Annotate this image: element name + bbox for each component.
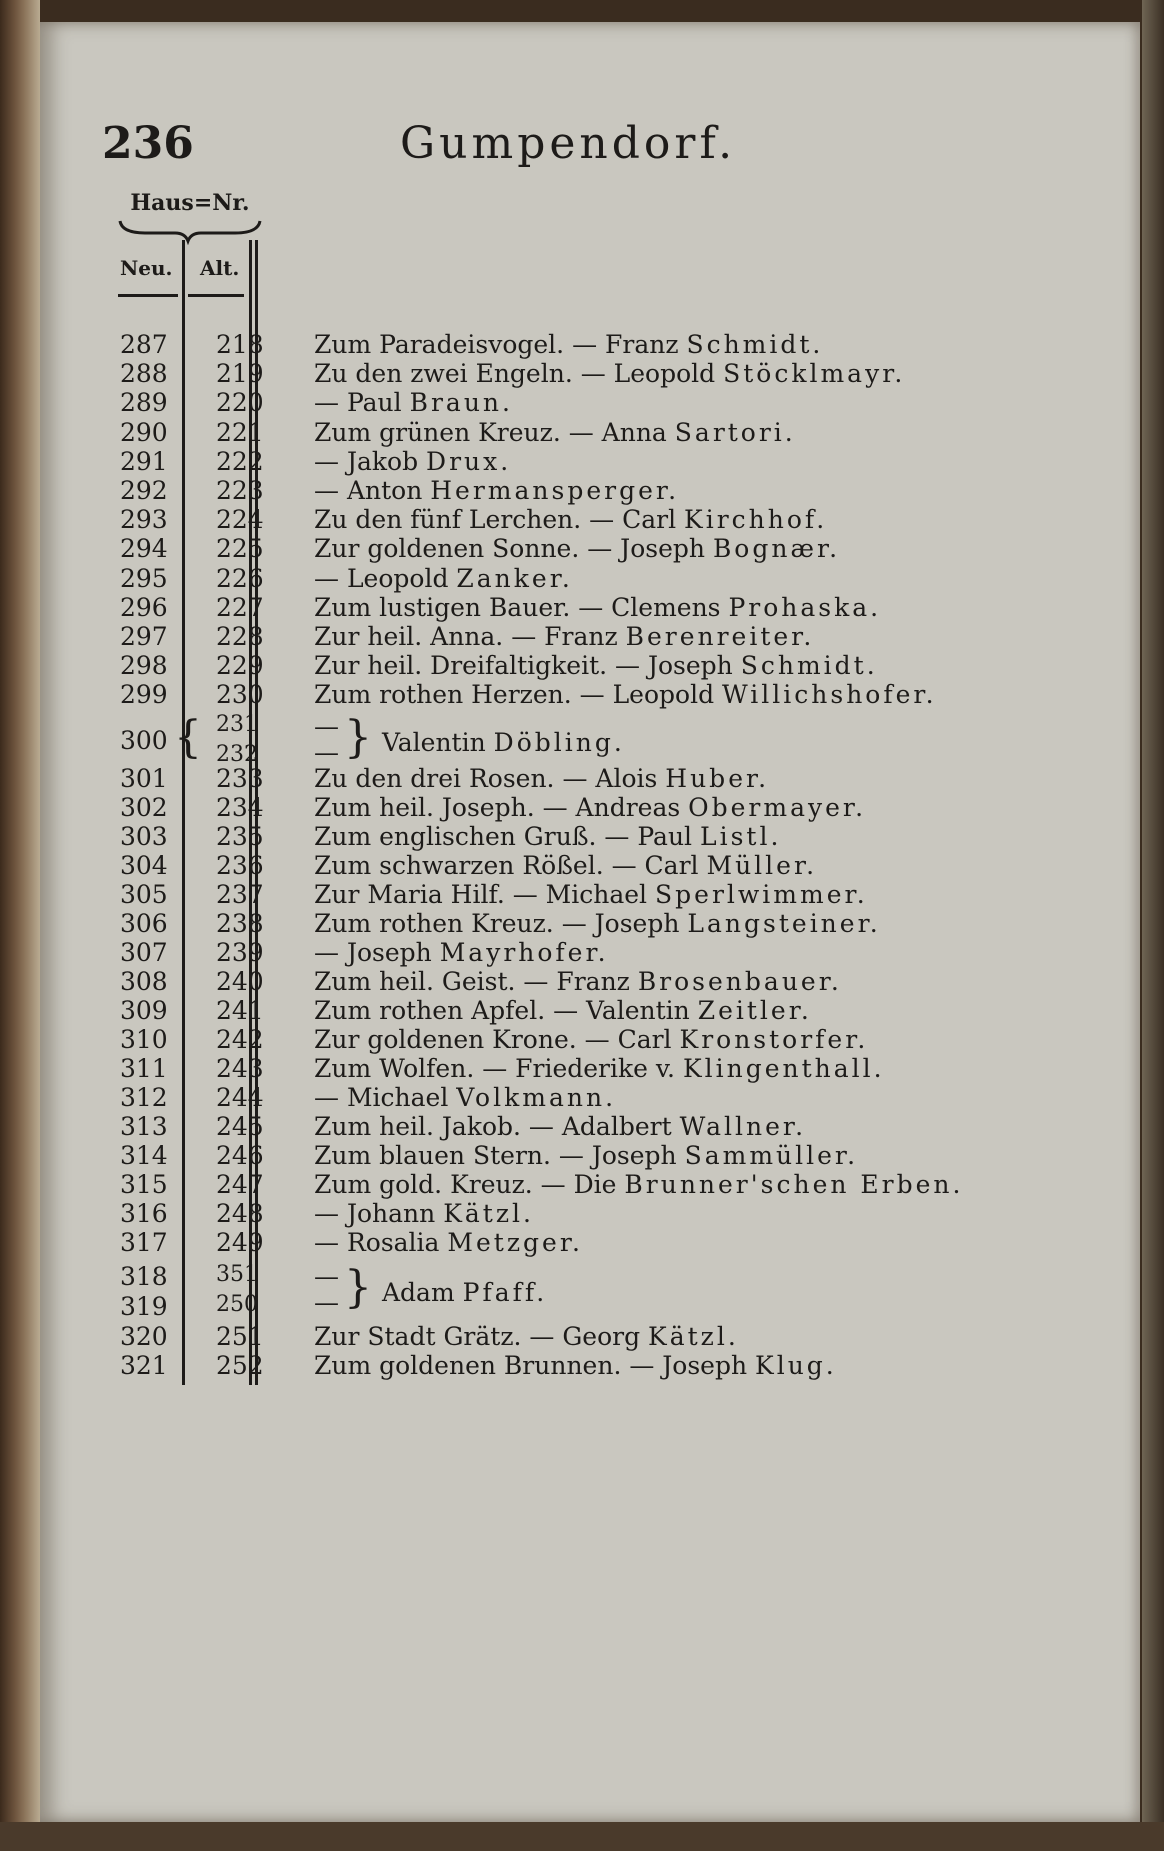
neu-number: 298: [120, 651, 168, 681]
neu-number: 301: [120, 764, 168, 793]
entry-text: [314, 534, 840, 563]
entry-owner: Prohaska.: [728, 592, 882, 622]
book-spine-edge: [0, 0, 40, 1851]
entry-owner: Drux.: [426, 446, 512, 476]
entry-text: Valentin Döbling.: [382, 728, 625, 757]
neu-number: 295: [120, 563, 168, 593]
entry-text: [314, 1170, 963, 1199]
entry-owner: Volkmann.: [456, 1083, 617, 1112]
entry-sign: — Johann: [314, 1199, 444, 1228]
house-number-group-header: Haus=Nr.: [130, 190, 250, 216]
entry-sign: Zur Stadt Grätz. — Georg: [314, 1322, 649, 1351]
alt-number: 235: [216, 822, 264, 851]
alt-number: 241: [216, 996, 264, 1025]
entry-text: [314, 418, 796, 447]
entry-sign: — Paul: [314, 388, 410, 418]
table-row: [100, 1351, 1060, 1385]
alt-number: 237: [216, 880, 264, 909]
entry-text: [314, 1083, 616, 1112]
entry-sign: Zur goldenen Krone. — Carl: [314, 1025, 680, 1054]
alt-number: 251: [216, 1322, 264, 1351]
entry-text: [314, 330, 823, 359]
entry-owner: Sartori.: [674, 417, 796, 447]
alt-number: 243: [216, 1054, 264, 1083]
neu-number: 291: [120, 446, 168, 476]
entry-text: [314, 938, 609, 967]
alt-number: 229: [216, 651, 264, 681]
entry-text: [314, 505, 827, 534]
entry-sign: — Michael: [314, 1083, 457, 1112]
entry-owner: Bognær.: [712, 534, 841, 564]
entry-text: [314, 1199, 534, 1228]
neu-number: 306: [120, 909, 168, 938]
entry-owner: Braun.: [409, 388, 513, 418]
neu-number: 320: [120, 1322, 168, 1351]
entry-sign: — Anton: [314, 476, 431, 505]
neu-number: 302: [120, 793, 168, 822]
alt-number: 222: [216, 446, 264, 476]
book-fore-edge: [1142, 0, 1164, 1851]
alt-number: 234: [216, 793, 264, 822]
entry-sign: — Rosalia: [314, 1228, 448, 1257]
entry-sign: Zum heil. Geist. — Franz: [314, 967, 638, 996]
entry-owner: Schmidt.: [686, 330, 824, 359]
alt-number: 232: [216, 742, 258, 767]
entry-owner: Zanker.: [456, 563, 573, 593]
neu-number: 297: [120, 622, 168, 651]
entry-sign: Zu den fünf Lerchen. — Carl: [314, 505, 685, 535]
entry-text: Adam Pfaff.: [382, 1278, 548, 1307]
book-bottom-edge: [0, 1822, 1164, 1851]
left-brace-symbol: {: [174, 712, 202, 763]
neu-number: 289: [120, 388, 168, 418]
table-row: [100, 680, 1060, 714]
neu-number: 317: [120, 1228, 168, 1257]
neu-number: 314: [120, 1141, 168, 1170]
alt-number: 225: [216, 534, 264, 564]
neu-number: 312: [120, 1083, 168, 1112]
entry-text: [314, 564, 573, 593]
entry-sign: Zum lustigen Bauer. — Clemens: [314, 592, 729, 622]
entry-text: [314, 359, 905, 388]
alt-number: 224: [216, 505, 264, 535]
neu-number: 288: [120, 359, 168, 389]
alt-number: 252: [216, 1351, 264, 1380]
entry-sign: Zum heil. Joseph. — Andreas: [314, 793, 689, 822]
entry-owner: Sperlwimmer.: [655, 880, 868, 909]
alt-number: 247: [216, 1170, 264, 1199]
entry-sign: Zum blauen Stern. — Joseph: [314, 1141, 685, 1170]
entry-owner: Langsteiner.: [687, 909, 881, 938]
right-brace-symbol: }: [344, 712, 372, 763]
entry-text: [314, 1054, 885, 1083]
entry-text: [314, 909, 881, 938]
alt-number: 351: [216, 1262, 258, 1287]
alt-number: 249: [216, 1228, 264, 1257]
entry-owner: Brunner'schen Erben.: [624, 1170, 964, 1199]
entry-text: [314, 622, 814, 651]
alt-number: 244: [216, 1083, 264, 1112]
alt-number: 239: [216, 938, 264, 967]
alt-number: 219: [216, 359, 264, 389]
alt-number: 240: [216, 967, 264, 996]
dash: —: [314, 1262, 339, 1291]
alt-number: 233: [216, 764, 264, 793]
entry-sign: Zum schwarzen Rößel. — Carl: [314, 851, 707, 880]
entry-text: [314, 1141, 858, 1170]
entry-text: [314, 680, 937, 709]
entry-text: [314, 822, 781, 851]
entry-owner: Hermansperger.: [430, 476, 680, 505]
page-number: 236: [102, 118, 194, 169]
entry-sign: Zum rothen Apfel. — Valentin: [314, 996, 698, 1025]
neu-number: 319: [120, 1292, 168, 1321]
col-header-alt: Alt.: [200, 256, 240, 280]
entry-text: [314, 1322, 739, 1351]
neu-number: 313: [120, 1112, 168, 1141]
entry-sign: Zur heil. Anna. — Franz: [314, 622, 626, 651]
entry-text: [314, 1228, 583, 1257]
alt-number: 231: [216, 712, 258, 737]
alt-number: 246: [216, 1141, 264, 1170]
neu-number: 290: [120, 417, 168, 447]
neu-number: 311: [120, 1054, 168, 1083]
entry-sign: Zur Maria Hilf. — Michael: [314, 880, 656, 909]
entry-text: [314, 1025, 868, 1054]
alt-number: 228: [216, 622, 264, 651]
entry-sign: — Leopold: [314, 563, 457, 593]
merged-entry-318-319: [100, 1262, 1060, 1322]
entry-sign: Zum goldenen Brunnen. — Joseph: [314, 1351, 756, 1380]
entry-owner: Huber.: [665, 764, 770, 793]
entry-text: [314, 851, 817, 880]
alt-number: 230: [216, 680, 264, 710]
dash: —: [314, 712, 339, 741]
entry-text: [314, 967, 842, 996]
neu-number: 303: [120, 822, 168, 851]
entry-owner: Brosenbauer.: [637, 967, 842, 996]
entry-owner: Kronstorfer.: [679, 1025, 869, 1054]
entry-text: [314, 447, 511, 476]
entry-owner: Berenreiter.: [625, 622, 815, 651]
dash: —: [314, 738, 339, 767]
entry-text: [314, 651, 878, 680]
entry-sign: Zum rothen Kreuz. — Joseph: [314, 909, 688, 938]
entry-sign: — Joseph: [314, 938, 440, 967]
neu-number: 299: [120, 680, 168, 710]
entry-owner: Listl.: [700, 822, 782, 851]
entry-owner: Zeitler.: [697, 996, 812, 1025]
entry-sign: Zum englischen Gruß. — Paul: [314, 822, 700, 851]
neu-number: 318: [120, 1262, 168, 1291]
neu-number: 300: [120, 726, 168, 755]
col-header-neu: Neu.: [120, 256, 173, 280]
alt-number: 227: [216, 592, 264, 622]
neu-number: 294: [120, 534, 168, 564]
entry-owner: Kätzl.: [443, 1199, 534, 1228]
entry-text: [314, 593, 881, 622]
entry-owner: Müller.: [706, 851, 818, 880]
merged-entry-300: [100, 712, 1060, 772]
entry-text: [314, 793, 866, 822]
neu-number: 287: [120, 330, 168, 359]
entry-sign: Zur heil. Dreifaltigkeit. — Joseph: [314, 651, 741, 681]
entry-sign: Zum heil. Jakob. — Adalbert: [314, 1112, 680, 1141]
entry-text: [314, 1351, 837, 1380]
table-row: [100, 1228, 1060, 1262]
neu-number: 316: [120, 1199, 168, 1228]
entry-text: [314, 388, 513, 417]
neu-number: 305: [120, 880, 168, 909]
neu-number: 292: [120, 476, 168, 505]
dash: —: [314, 1288, 339, 1317]
alt-number: 242: [216, 1025, 264, 1054]
entry-owner: Kirchhof.: [684, 505, 828, 535]
entry-owner: Stöcklmayr.: [723, 359, 906, 389]
alt-number: 238: [216, 909, 264, 938]
alt-number: 236: [216, 851, 264, 880]
neu-number: 309: [120, 996, 168, 1025]
entry-owner: Metzger.: [447, 1228, 583, 1257]
entry-sign: Zu den drei Rosen. — Alois: [314, 764, 666, 793]
alt-number: 226: [216, 563, 264, 593]
entry-owner: Willichshofer.: [722, 680, 937, 710]
neu-number: 321: [120, 1351, 168, 1380]
neu-number: 296: [120, 592, 168, 622]
entry-sign: Zum grünen Kreuz. — Anna: [314, 417, 675, 447]
entry-sign: Zum gold. Kreuz. — Die: [314, 1170, 625, 1199]
header-brace: [100, 215, 270, 245]
right-brace-symbol: }: [344, 1262, 372, 1313]
neu-number: 310: [120, 1025, 168, 1054]
alt-number: 218: [216, 330, 264, 359]
alt-number: 248: [216, 1199, 264, 1228]
neu-number: 304: [120, 851, 168, 880]
entry-text: [314, 476, 679, 505]
entry-sign: Zum rothen Herzen. — Leopold: [314, 680, 723, 710]
entry-owner: Wallner.: [679, 1112, 807, 1141]
entry-sign: Zum Wolfen. — Friederike v.: [314, 1054, 683, 1083]
neu-number: 293: [120, 505, 168, 535]
entry-sign: Zur goldenen Sonne. — Joseph: [314, 534, 713, 564]
col-rule-alt: [188, 294, 244, 297]
entry-text: [314, 996, 812, 1025]
entry-owner: Klug.: [755, 1351, 837, 1380]
entry-sign: — Jakob: [314, 446, 427, 476]
col-rule-neu: [118, 294, 178, 297]
page-title: Gumpendorf.: [400, 118, 737, 169]
entry-owner: Kätzl.: [648, 1322, 739, 1351]
entry-owner: Sammüller.: [684, 1141, 859, 1170]
entry-text: [314, 880, 868, 909]
entry-owner: Klingenthall.: [682, 1054, 885, 1083]
neu-number: 307: [120, 938, 168, 967]
entry-owner: Mayrhofer.: [439, 938, 609, 967]
alt-number: 250: [216, 1292, 258, 1317]
entry-owner: Schmidt.: [740, 651, 878, 681]
neu-number: 315: [120, 1170, 168, 1199]
entry-text: [314, 1112, 806, 1141]
entry-owner: Obermayer.: [688, 793, 867, 822]
alt-number: 245: [216, 1112, 264, 1141]
neu-number: 308: [120, 967, 168, 996]
alt-number: 223: [216, 476, 264, 505]
entry-sign: Zu den zwei Engeln. — Leopold: [314, 359, 724, 389]
alt-number: 221: [216, 417, 264, 447]
entry-sign: Zum Paradeisvogel. — Franz: [314, 330, 687, 359]
alt-number: 220: [216, 388, 264, 418]
